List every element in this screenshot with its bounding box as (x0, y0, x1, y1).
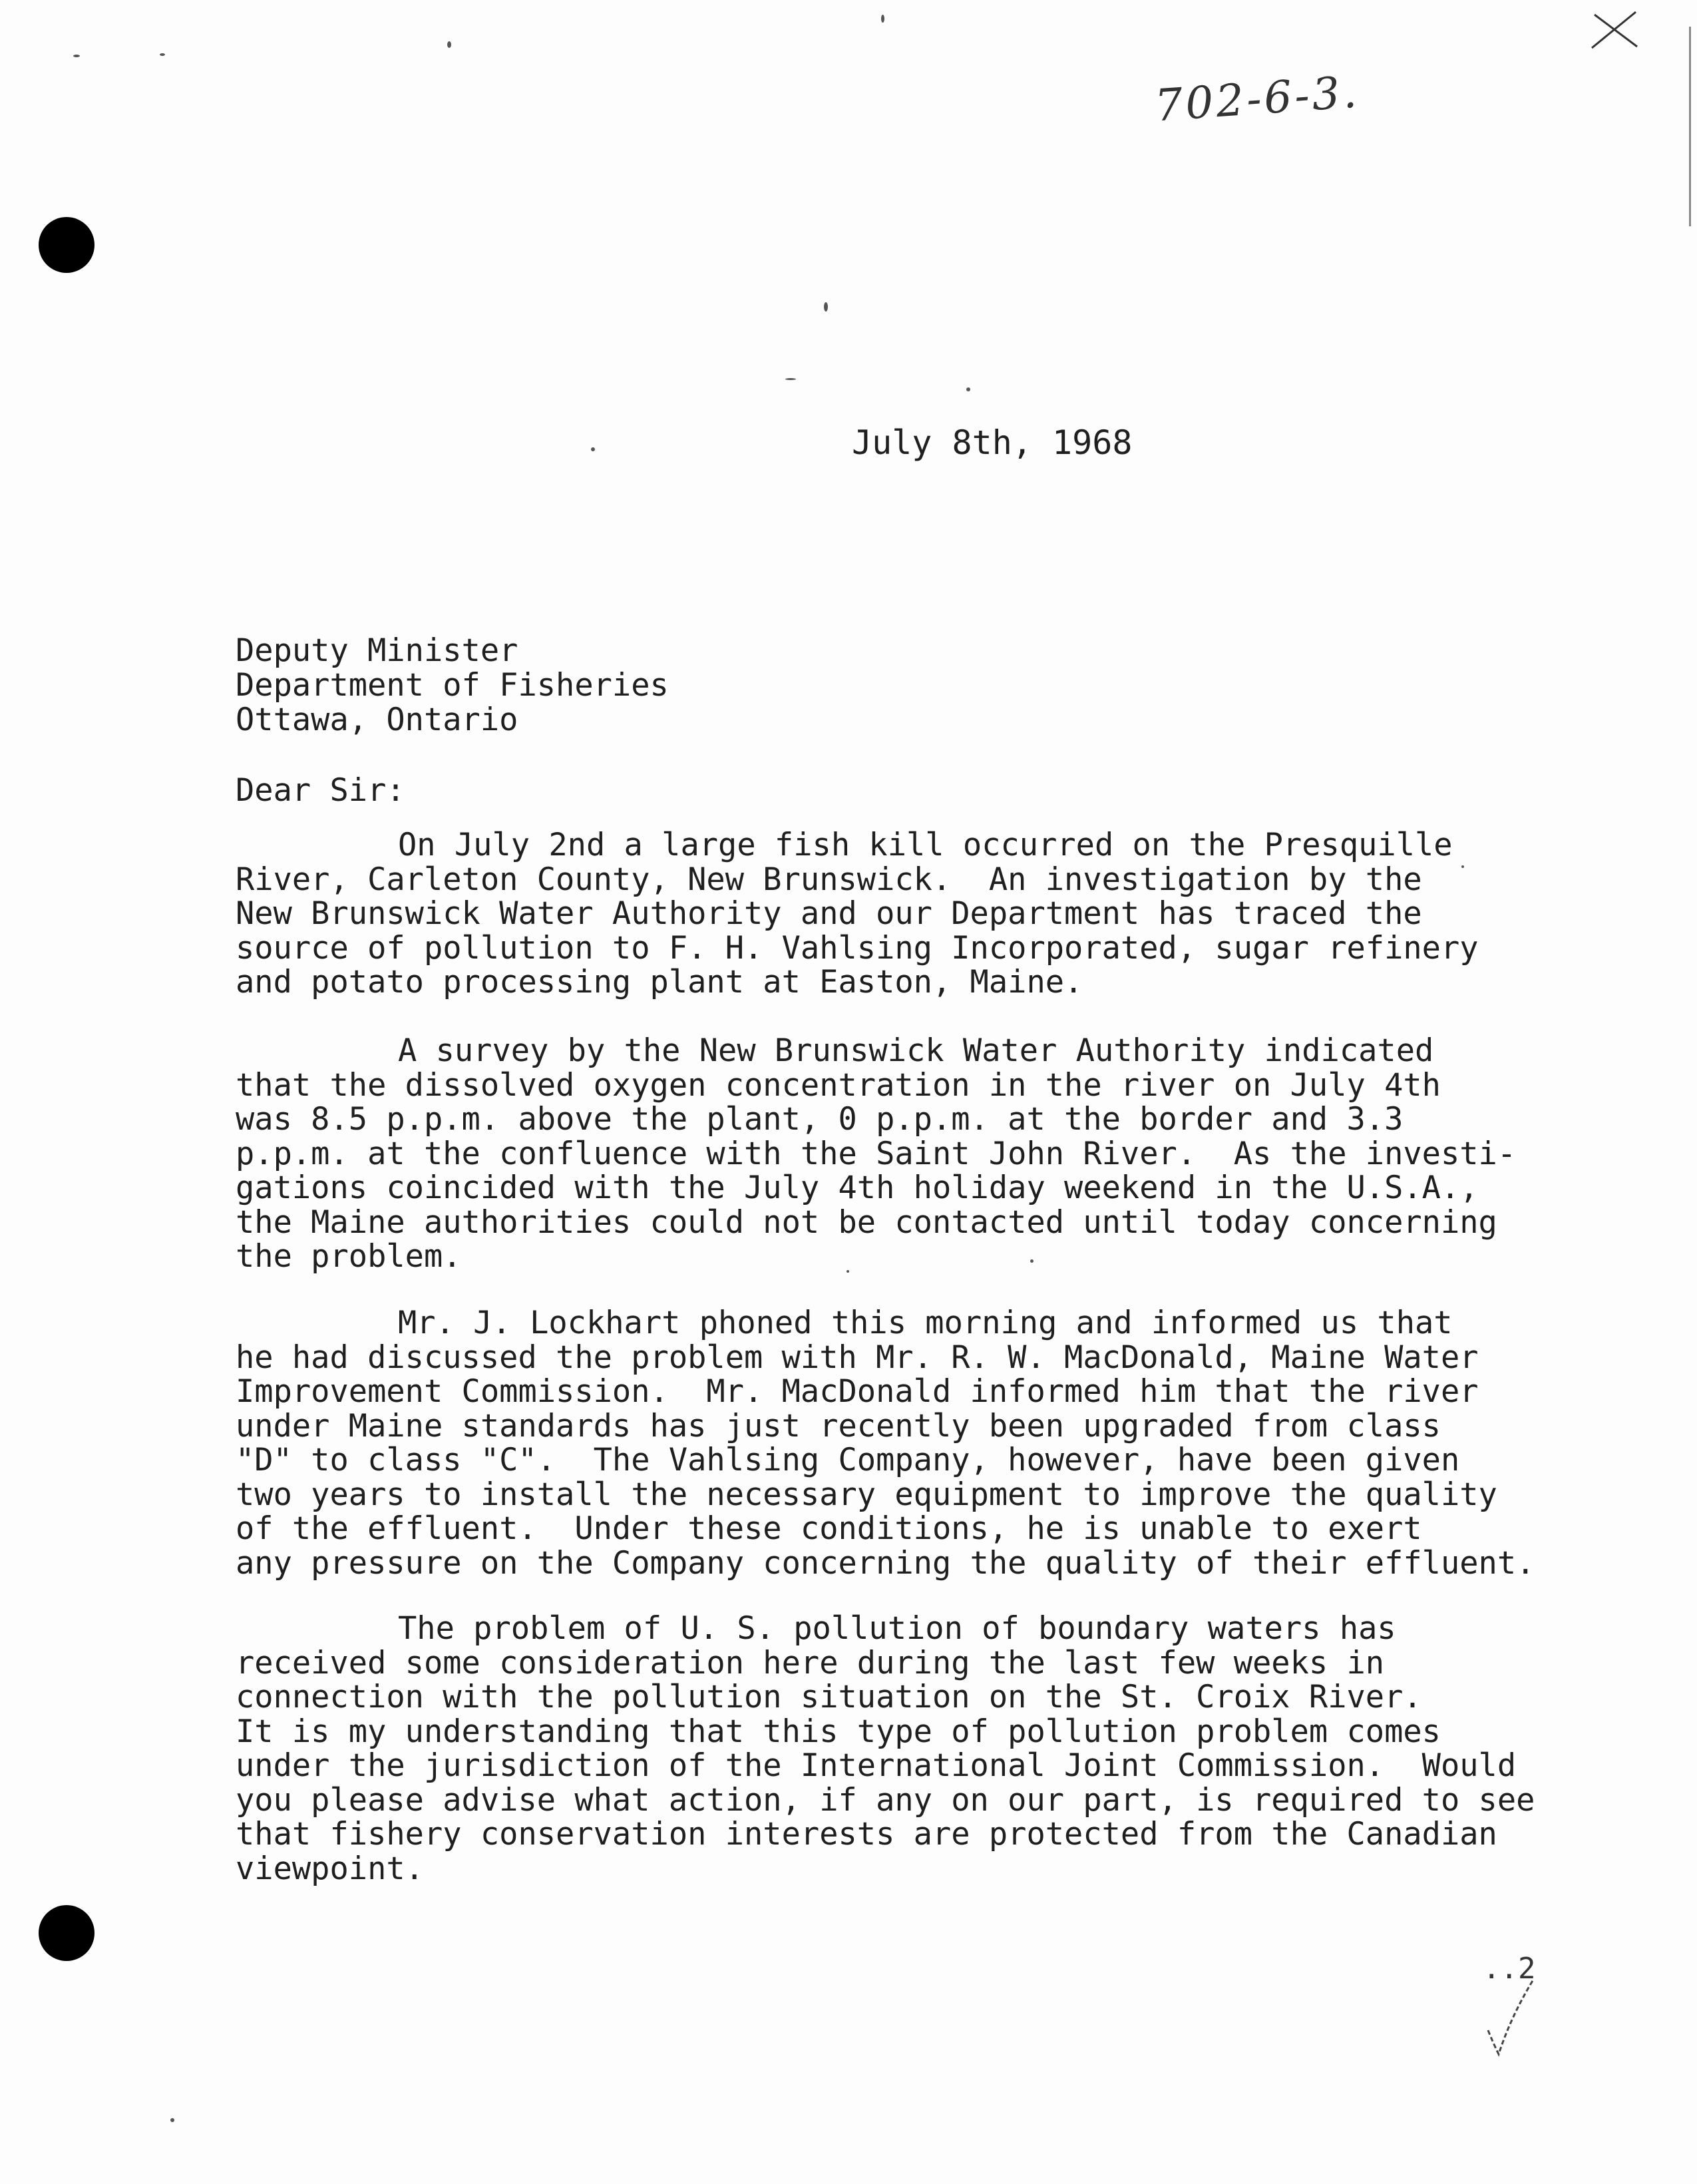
scan-speck (447, 41, 451, 48)
scan-speck (170, 2118, 174, 2122)
paragraph-line: and potato processing plant at Easton, Maine. (236, 964, 1083, 1000)
page-continuation-marker: ..2 (1483, 1952, 1536, 1986)
scan-speck (160, 53, 165, 56)
punch-hole-bottom (39, 1905, 94, 1961)
paragraph-line: Mr. J. Lockhart phoned this morning and informed us that (398, 1305, 1453, 1341)
paragraph-line: received some consideration here during the last few weeks in (236, 1644, 1385, 1681)
scan-speck (73, 55, 80, 57)
paragraph-line: of the effluent. Under these conditions, he is unable to exert (236, 1510, 1422, 1547)
paragraph-line: under Maine standards has just recently been upgraded from class (236, 1407, 1441, 1444)
scan-speck (881, 15, 884, 23)
paragraph-line: you please advise what action, if any on our part, is required to see (236, 1781, 1535, 1819)
handwritten-x-mark (1589, 9, 1640, 49)
paragraph-line: source of pollution to F. H. Vahlsing Incorporated, sugar refinery (236, 929, 1479, 967)
recipient-address (236, 634, 669, 738)
body-paragraph (236, 828, 1646, 1000)
scan-speck (785, 378, 796, 380)
paragraph-line: connection with the pollution situation on the St. Croix River. (236, 1679, 1422, 1715)
paragraph-line: that fishery conservation interests are protected from the Canadian (236, 1816, 1497, 1853)
paragraph-line: A survey by the New Brunswick Water Authority indicated (398, 1032, 1434, 1069)
handwritten-file-reference: 702-6-3. (1153, 66, 1361, 132)
paragraph-line: It is my understanding that this type of pollution problem comes (236, 1713, 1441, 1750)
scan-speck (591, 447, 595, 451)
paragraph-line: the Maine authorities could not be contacted until today concerning (236, 1203, 1497, 1241)
handwritten-check-mark (1484, 1970, 1537, 2057)
paragraph-line: two years to install the necessary equipment to improve the quality (236, 1476, 1497, 1513)
paragraph-line: any pressure on the Company concerning the quality of their effluent. (236, 1544, 1535, 1582)
paragraph-line: was 8.5 p.p.m. above the plant, 0 p.p.m. at the border and 3.3 (236, 1101, 1404, 1138)
paragraph-line: gations coincided with the July 4th holiday weekend in the U.S.A., (236, 1170, 1479, 1206)
paragraph-line: viewpoint. (236, 1850, 424, 1887)
paragraph-line: On July 2nd a large fish kill occurred on the Presquille (398, 827, 1453, 863)
paragraph-line: "D" to class "C". The Vahlsing Company, however, have been given (236, 1442, 1460, 1478)
paragraph-line: he had discussed the problem with Mr. R. W. MacDonald, Maine Water (236, 1339, 1479, 1376)
scan-speck (824, 302, 828, 312)
punch-hole-top (39, 217, 94, 273)
scan-edge-line (1689, 27, 1691, 226)
paragraph-line: that the dissolved oxygen concentration in the river on July 4th (236, 1066, 1441, 1104)
body-paragraph (236, 1612, 1646, 1886)
paragraph-line: New Brunswick Water Authority and our Department has traced the (236, 895, 1422, 932)
recipient-line-department: Department of Fisheries (236, 667, 669, 704)
paragraph-line: p.p.m. at the confluence with the Saint John River. As the investi- (236, 1135, 1517, 1172)
paragraph-line: River, Carleton County, New Brunswick. An investigation by the (236, 861, 1422, 898)
paragraph-line: Improvement Commission. Mr. MacDonald informed him that the river (236, 1373, 1479, 1410)
body-paragraph (236, 1034, 1646, 1274)
recipient-line-title: Deputy Minister (236, 632, 518, 669)
body-paragraph (236, 1306, 1646, 1580)
paragraph-line: under the jurisdiction of the International Joint Commission. Would (236, 1747, 1517, 1784)
paragraph-line: The problem of U. S. pollution of boundary waters has (398, 1610, 1396, 1647)
scan-speck (966, 387, 970, 391)
salutation: Dear Sir: (236, 772, 405, 809)
recipient-line-city: Ottawa, Ontario (236, 702, 518, 738)
letter-date: July 8th, 1968 (852, 423, 1133, 462)
paragraph-line: the problem. (236, 1238, 462, 1275)
